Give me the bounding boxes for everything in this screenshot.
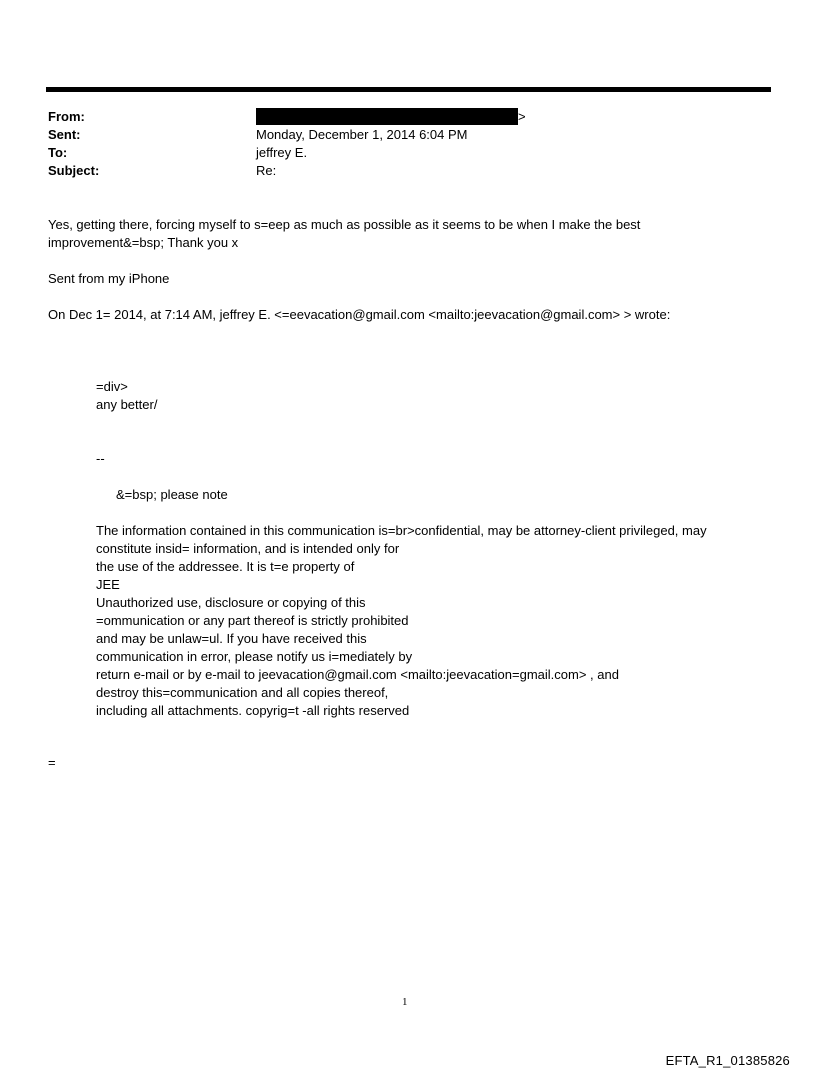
from-label: From: <box>48 109 85 124</box>
disclaimer-line: including all attachments. copyrig=t -all rights reserved <box>96 703 410 718</box>
sent-label: Sent: <box>48 127 81 142</box>
disclaimer-line: =ommunication or any part thereof is strictly prohibited <box>96 613 409 628</box>
header-divider <box>46 87 771 92</box>
disclaimer-line: return e-mail or by e-mail to jeevacation@gmail.com <mailto:jeevacation=gmail.com> , and <box>96 667 619 682</box>
subject-value: Re: <box>256 163 277 178</box>
from-row <box>48 108 748 126</box>
body-line-1: Yes, getting there, forcing myself to s=eep as much as possible as it seems to be when I make the best <box>48 217 641 232</box>
page-number: 1 <box>402 996 408 1008</box>
to-value: jeffrey E. <box>256 145 308 160</box>
disclaimer-line: Unauthorized use, disclosure or copying of this <box>96 595 366 610</box>
disclaimer-line: constitute insid= information, and is intended only for <box>96 541 400 556</box>
redaction-bar <box>256 108 518 125</box>
trailer-char: = <box>48 755 56 770</box>
quoted-div-tag: =div> <box>96 379 128 394</box>
to-row <box>48 144 748 162</box>
sent-value: Monday, December 1, 2014 6:04 PM <box>256 127 468 142</box>
disclaimer-line: communication in error, please notify us i=mediately by <box>96 649 413 664</box>
from-value <box>256 108 526 126</box>
signature-line: Sent from my iPhone <box>48 271 170 286</box>
quoted-separator: -- <box>96 451 105 466</box>
from-suffix: > <box>518 109 526 124</box>
disclaimer-line: destroy this=communication and all copies thereof, <box>96 685 389 700</box>
quoted-note: &=bsp; please note <box>116 487 228 502</box>
document-id: EFTA_R1_01385826 <box>665 1053 790 1068</box>
disclaimer-line: the use of the addressee. It is t=e property of <box>96 559 355 574</box>
quoted-question: any better/ <box>96 397 158 412</box>
disclaimer-line: and may be unlaw=ul. If you have received this <box>96 631 367 646</box>
subject-row <box>48 162 748 180</box>
body-line-2: improvement&=bsp; Thank you x <box>48 235 239 250</box>
disclaimer-line: The information contained in this communication is=br>confidential, may be attorney-client privileged, may <box>96 523 707 538</box>
sent-row <box>48 126 748 144</box>
to-label: To: <box>48 145 68 160</box>
quote-header: On Dec 1= 2014, at 7:14 AM, jeffrey E. <=eevacation@gmail.com <mailto:jeevacation@gmail.com> > wrote: <box>48 307 671 322</box>
disclaimer-line: JEE <box>96 577 120 592</box>
subject-label: Subject: <box>48 163 100 178</box>
